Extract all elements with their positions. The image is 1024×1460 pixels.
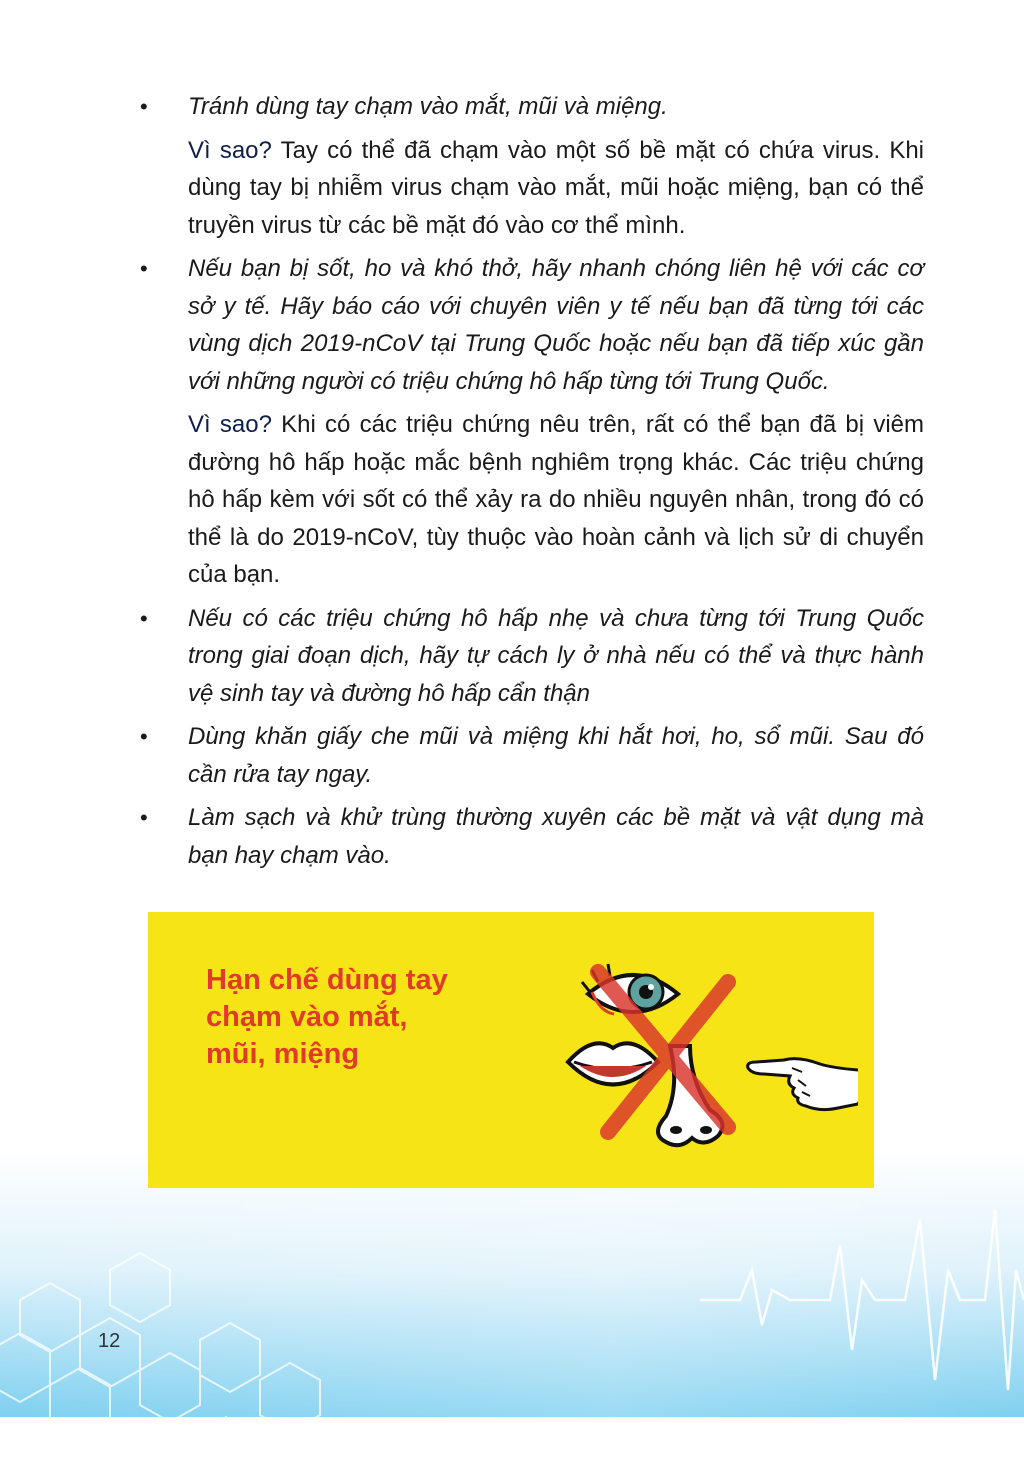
hexagon-background-decoration bbox=[0, 1150, 1024, 1417]
bullet-icon: • bbox=[140, 724, 148, 749]
list-item bbox=[140, 600, 924, 713]
bullet-icon: • bbox=[140, 256, 148, 281]
recommendation-text: Dùng khăn giấy che mũi và miệng khi hắt hơi, ho, sổ mũi. Sau đó cần rửa tay ngay. bbox=[188, 723, 924, 788]
bullet-list bbox=[140, 88, 924, 880]
list-item bbox=[140, 799, 924, 874]
list-item bbox=[140, 718, 924, 793]
who-org-name bbox=[252, 1418, 340, 1452]
bullet-icon: • bbox=[140, 94, 148, 119]
bullet-icon: • bbox=[140, 605, 148, 631]
recommendation-text: Nếu có các triệu chứng hô hấp nhẹ và chưa từng tới Trung Quốc trong giai đoạn dịch, hãy tự cách ly ở nhà nếu có thể và thực hành vệ sinh tay và đường hô hấp cẩn thận bbox=[188, 604, 924, 707]
face-touch-illustration bbox=[558, 952, 858, 1162]
why-label: Vì sao? bbox=[188, 136, 272, 164]
explanation-text: Tay có thể đã chạm vào một số bề mặt có chứa virus. Khi dùng tay bị nhiễm virus chạm vào mắt, mũi hoặc miệng, bạn có thể truyền virus từ các bề mặt đó vào cơ thể mình. bbox=[188, 136, 925, 239]
explanation-paragraph bbox=[188, 132, 924, 245]
list-item bbox=[140, 88, 924, 244]
banner-title: Hạn chế dùng tay chạm vào mắt, mũi, miệng bbox=[206, 964, 448, 1070]
why-label: Vì sao? bbox=[188, 411, 272, 438]
recommendation-text: Tránh dùng tay chạm vào mắt, mũi và miệng. bbox=[188, 93, 668, 120]
who-emblem-icon bbox=[200, 1412, 252, 1460]
who-advice-banner bbox=[148, 912, 874, 1450]
pointing-hand-icon bbox=[748, 1059, 858, 1110]
org-name-line: Tổ chức Y tế bbox=[259, 1419, 333, 1433]
list-item bbox=[140, 250, 924, 594]
bullet-icon: • bbox=[140, 805, 148, 830]
recommendation-text: Làm sạch và khử trùng thường xuyên các bề mặt và vật dụng mà bạn hay chạm vào. bbox=[188, 804, 924, 869]
explanation-text: Khi có các triệu chứng nêu trên, rất có thể bạn đã bị viêm đường hô hấp hoặc mắc bệnh nghiêm trọng khác. Các triệu chứng hô hấp kèm với sốt có thể xảy ra do nhiều nguyên nhân, trong đó có thể là do 2019-nCoV, tùy thuộc vào hoàn cảnh và lịch sử di chuyển của bạn. bbox=[188, 411, 924, 588]
org-name-line: Thế giới bbox=[272, 1436, 320, 1450]
explanation-paragraph bbox=[188, 406, 924, 594]
recommendation-text: Nếu bạn bị sốt, ho và khó thở, hãy nhanh chóng liên hệ với các cơ sở y tế. Hãy báo cáo với chuyên viên y tế nếu bạn đã từng tới các vùng dịch 2019-nCoV tại Trung Quốc hoặc nếu bạn đã tiếp xúc gần với những người có triệu chứng hô hấp từng tới Trung Quốc. bbox=[188, 255, 924, 395]
page-number: 12 bbox=[98, 1330, 121, 1352]
